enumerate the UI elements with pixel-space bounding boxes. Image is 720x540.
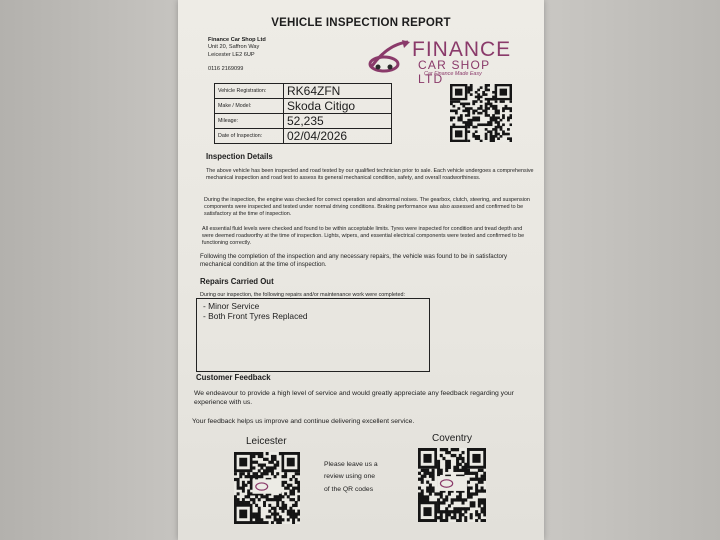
make-model-value: Skoda Citigo xyxy=(284,99,392,114)
company-address xyxy=(208,37,266,59)
inspection-details-heading: Inspection Details xyxy=(206,152,273,161)
inspection-paragraph-3: All essential fluid levels were checked and found to be within acceptable limits. Tyres were inspected for condition and tread depth and were deemed roadworthy at the time of inspection. Lights, wipers, and essential electrical components were tested and confirmed to be functioning correctly. xyxy=(202,226,525,246)
inspection-date-label: Date of Inspection: xyxy=(215,129,284,144)
vehicle-registration-value: RK64ZFN xyxy=(284,84,392,99)
company-phone: 0116 2169099 xyxy=(208,66,244,72)
leicester-qr-code[interactable] xyxy=(234,452,300,529)
repairs-heading: Repairs Carried Out xyxy=(200,277,274,286)
inspection-report-page xyxy=(178,0,544,540)
top-qr-code[interactable] xyxy=(450,84,512,147)
mileage-label: Mileage: xyxy=(215,114,284,129)
background-left xyxy=(0,0,178,540)
vehicle-details-table xyxy=(214,83,392,144)
company-name: Finance Car Shop Ltd xyxy=(208,37,266,43)
repairs-box xyxy=(196,298,430,372)
mileage-value: 52,235 xyxy=(284,114,392,129)
customer-feedback-heading: Customer Feedback xyxy=(196,373,271,382)
review-line: Please leave us a xyxy=(324,461,378,468)
feedback-paragraph-2: Your feedback helps us improve and continue delivering excellent service. xyxy=(192,418,415,425)
company-logo xyxy=(368,38,518,86)
coventry-qr-code[interactable] xyxy=(418,448,486,527)
report-title: VEHICLE INSPECTION REPORT xyxy=(271,17,451,29)
coventry-label: Coventry xyxy=(432,433,473,444)
leicester-label: Leicester xyxy=(246,436,287,447)
background-right xyxy=(544,0,720,540)
vehicle-row xyxy=(215,129,392,144)
feedback-paragraph-1: We endeavour to provide a high level of service and would greatly appreciate any feedback regarding your experience with us. xyxy=(194,390,514,406)
qr-code-icon xyxy=(450,84,512,142)
logo-tagline: Car Finance Made Easy xyxy=(424,71,482,77)
inspection-date-value: 02/04/2026 xyxy=(284,129,392,144)
review-instructions xyxy=(324,459,394,496)
address-line-1: Unit 20, Saffron Way xyxy=(208,44,260,51)
car-swoosh-icon xyxy=(368,40,412,74)
vehicle-row xyxy=(215,99,392,114)
inspection-paragraph-2: During the inspection, the engine was checked for correct operation and abnormal noises. The gearbox, clutch, steering, and suspension components were inspected and tested under normal driving conditions. Braking performance was also assessed and confirmed to be satisfactory at the time of inspection. xyxy=(204,197,530,217)
repair-item: - Both Front Tyres Replaced xyxy=(203,311,308,321)
qr-code-icon xyxy=(418,448,486,522)
logo-line-1: FINANCE xyxy=(412,38,512,61)
vehicle-row xyxy=(215,84,392,99)
repairs-intro: During our inspection, the following repairs and/or maintenance work were completed: xyxy=(200,292,405,298)
qr-code-icon xyxy=(234,452,300,524)
review-line: of the QR codes xyxy=(324,485,374,493)
vehicle-row xyxy=(215,114,392,129)
logo-line-2: CAR SHOP LTD xyxy=(418,58,491,86)
vehicle-registration-label: Vehicle Registration: xyxy=(215,84,284,99)
repair-item: - Minor Service xyxy=(203,301,260,311)
make-model-label: Make / Model: xyxy=(215,99,284,114)
inspection-paragraph-4: Following the completion of the inspection and any necessary repairs, the vehicle was found to be in satisfactory mechanical condition at the time of inspection. xyxy=(200,253,508,268)
inspection-paragraph-1: The above vehicle has been inspected and road tested by our qualified technician prior to sale. Each vehicle undergoes a comprehensive mechanical inspection and road test to assess its general mechanical condition, safety, and overall roadworthiness. xyxy=(206,168,534,181)
address-line-2: Leicester LE2 6UP xyxy=(208,51,255,58)
review-line: review using one xyxy=(324,473,376,481)
